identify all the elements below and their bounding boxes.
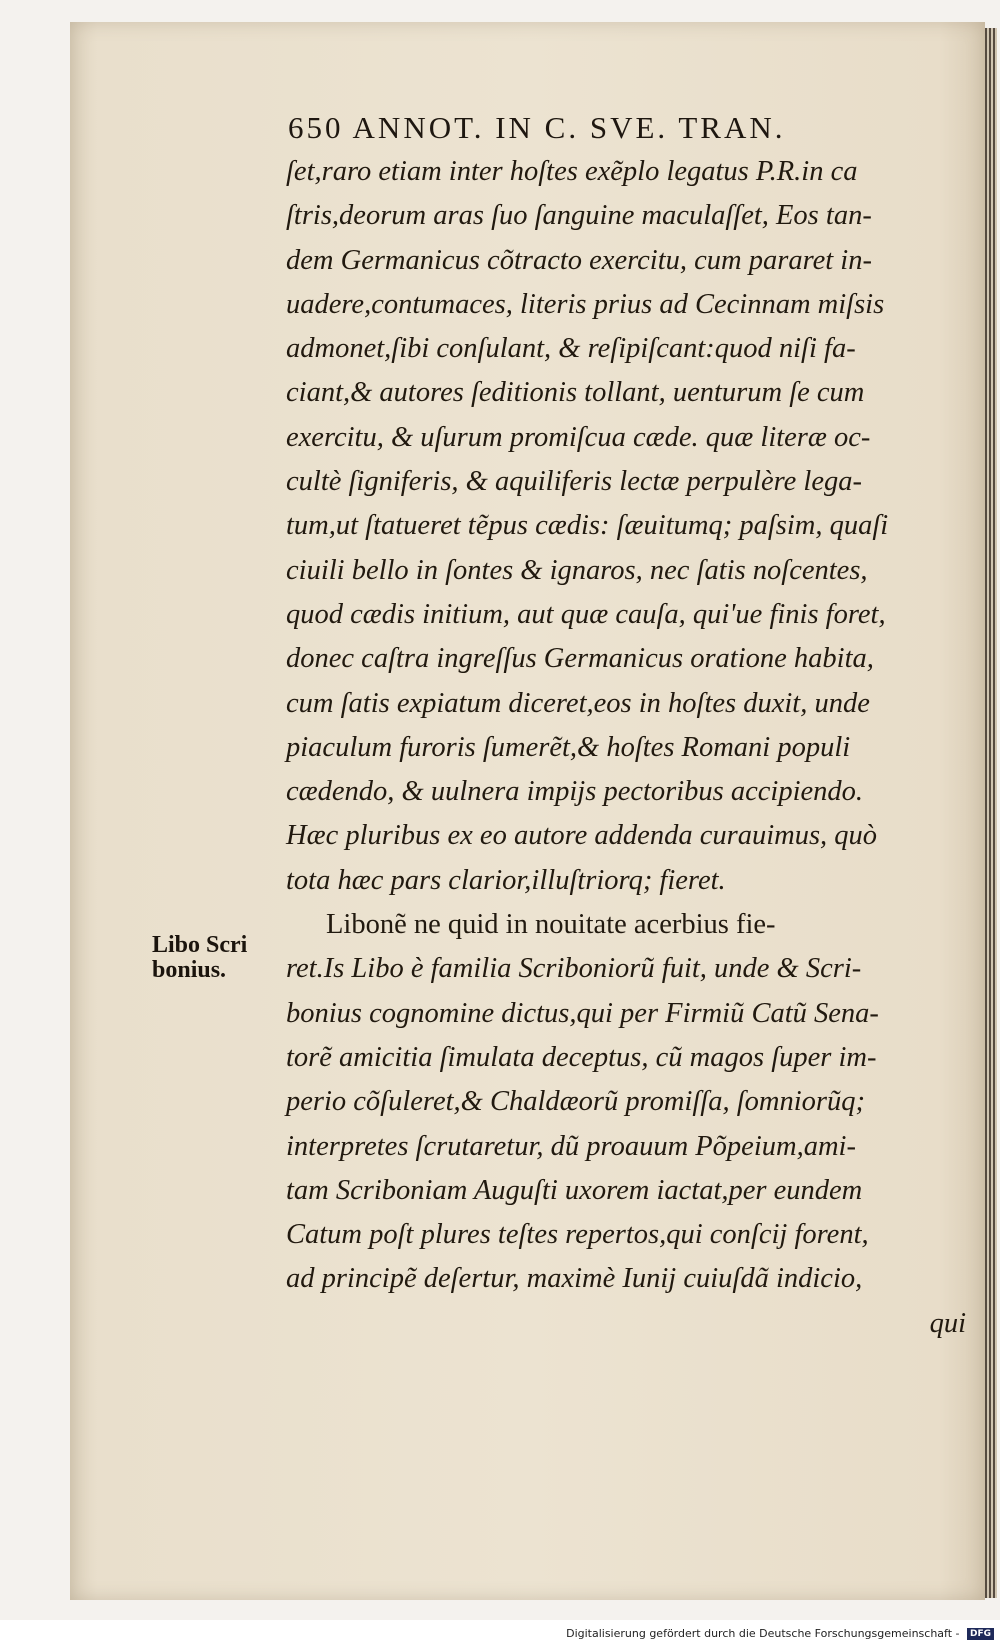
text-line: ſet,raro etiam inter hoſtes exẽplo legatus P.R.in ca (286, 156, 858, 187)
text-line: Hæc pluribus ex eo autore addenda curauimus, quò (286, 820, 878, 852)
text-line: uadere,contumaces, literis prius ad Cecinnam miſsis (286, 288, 885, 320)
text-line: tum,ut ſtatueret tẽpus cædis: ſæuitumq; paſsim, quaſi (286, 510, 889, 542)
text-line: cultè ſigniferis, & aquiliferis lectæ perpulère lega- (286, 466, 862, 498)
body-text (286, 150, 966, 1346)
text-line: interpretes ſcrutaretur, dũ proauum Põpeium,ami- (286, 1130, 856, 1162)
text-line: ciuili bello in ſontes & ignaros, nec ſatis noſcentes, (286, 554, 868, 586)
text-line: bonius cognomine dictus,qui per Firmiũ Catũ Sena- (286, 997, 879, 1029)
text-line: exercitu, & uſurum promiſcua cæde. quæ literæ oc- (286, 421, 871, 453)
marginal-note-line: Libo Scri (152, 932, 248, 958)
text-line: perio cõſuleret,& Chaldæorũ promiſſa, ſomniorũq; (286, 1086, 865, 1118)
text-line: cum ſatis expiatum diceret,eos in hoſtes duxit, unde (286, 687, 870, 719)
catchword: qui (929, 1307, 966, 1339)
text-line: admonet,ſibi conſulant, & reſipiſcant:quod niſi fa- (286, 333, 856, 365)
text-line: tota hæc pars clarior,illuſtriorq; fieret. (286, 864, 726, 896)
footer-text: Digitalisierung gefördert durch die Deutsche Forschungsgemeinschaft - (566, 1627, 960, 1640)
text-line: ret.Is Libo è familia Scriboniorũ fuit, unde & Scri- (286, 953, 862, 985)
page-edge (985, 28, 997, 1598)
marginal-note-line: bonius. (152, 957, 227, 983)
running-header: 650 ANNOT. IN C. SVE. TRAN. (288, 110, 786, 145)
digitization-footer (566, 1627, 994, 1640)
text-line: torẽ amicitia ſimulata deceptus, cũ magos ſuper im- (286, 1041, 877, 1073)
dfg-logo: DFG (967, 1628, 994, 1640)
marginal-note (152, 933, 292, 983)
text-line: cædendo, & uulnera impijs pectoribus accipiendo. (286, 776, 864, 808)
text-line: quod cædis initium, aut quæ cauſa, qui'ue finis foret, (286, 598, 886, 630)
text-line: dem Germanicus cõtracto exercitu, cum pararet in- (286, 244, 872, 276)
text-line: piaculum furoris ſumerẽt,& hoſtes Romani populi (286, 731, 851, 763)
text-line: ſtris,deorum aras ſuo ſanguine maculaſſet, Eos tan- (286, 200, 872, 232)
text-line: ciant,& autores ſeditionis tollant, uenturum ſe cum (286, 377, 865, 409)
text-line: Catum poſt plures teſtes repertos,qui conſcij forent, (286, 1219, 869, 1251)
text-line: donec caſtra ingreſſus Germanicus oratione habita, (286, 643, 874, 675)
lemma-line: Libonẽ ne quid in nouitate acerbius fie- (326, 909, 776, 941)
text-line: tam Scriboniam Auguſti uxorem iactat,per eundem (286, 1174, 863, 1206)
text-line: ad principẽ deſertur, maximè Iunij cuiuſdã indicio, (286, 1263, 863, 1295)
